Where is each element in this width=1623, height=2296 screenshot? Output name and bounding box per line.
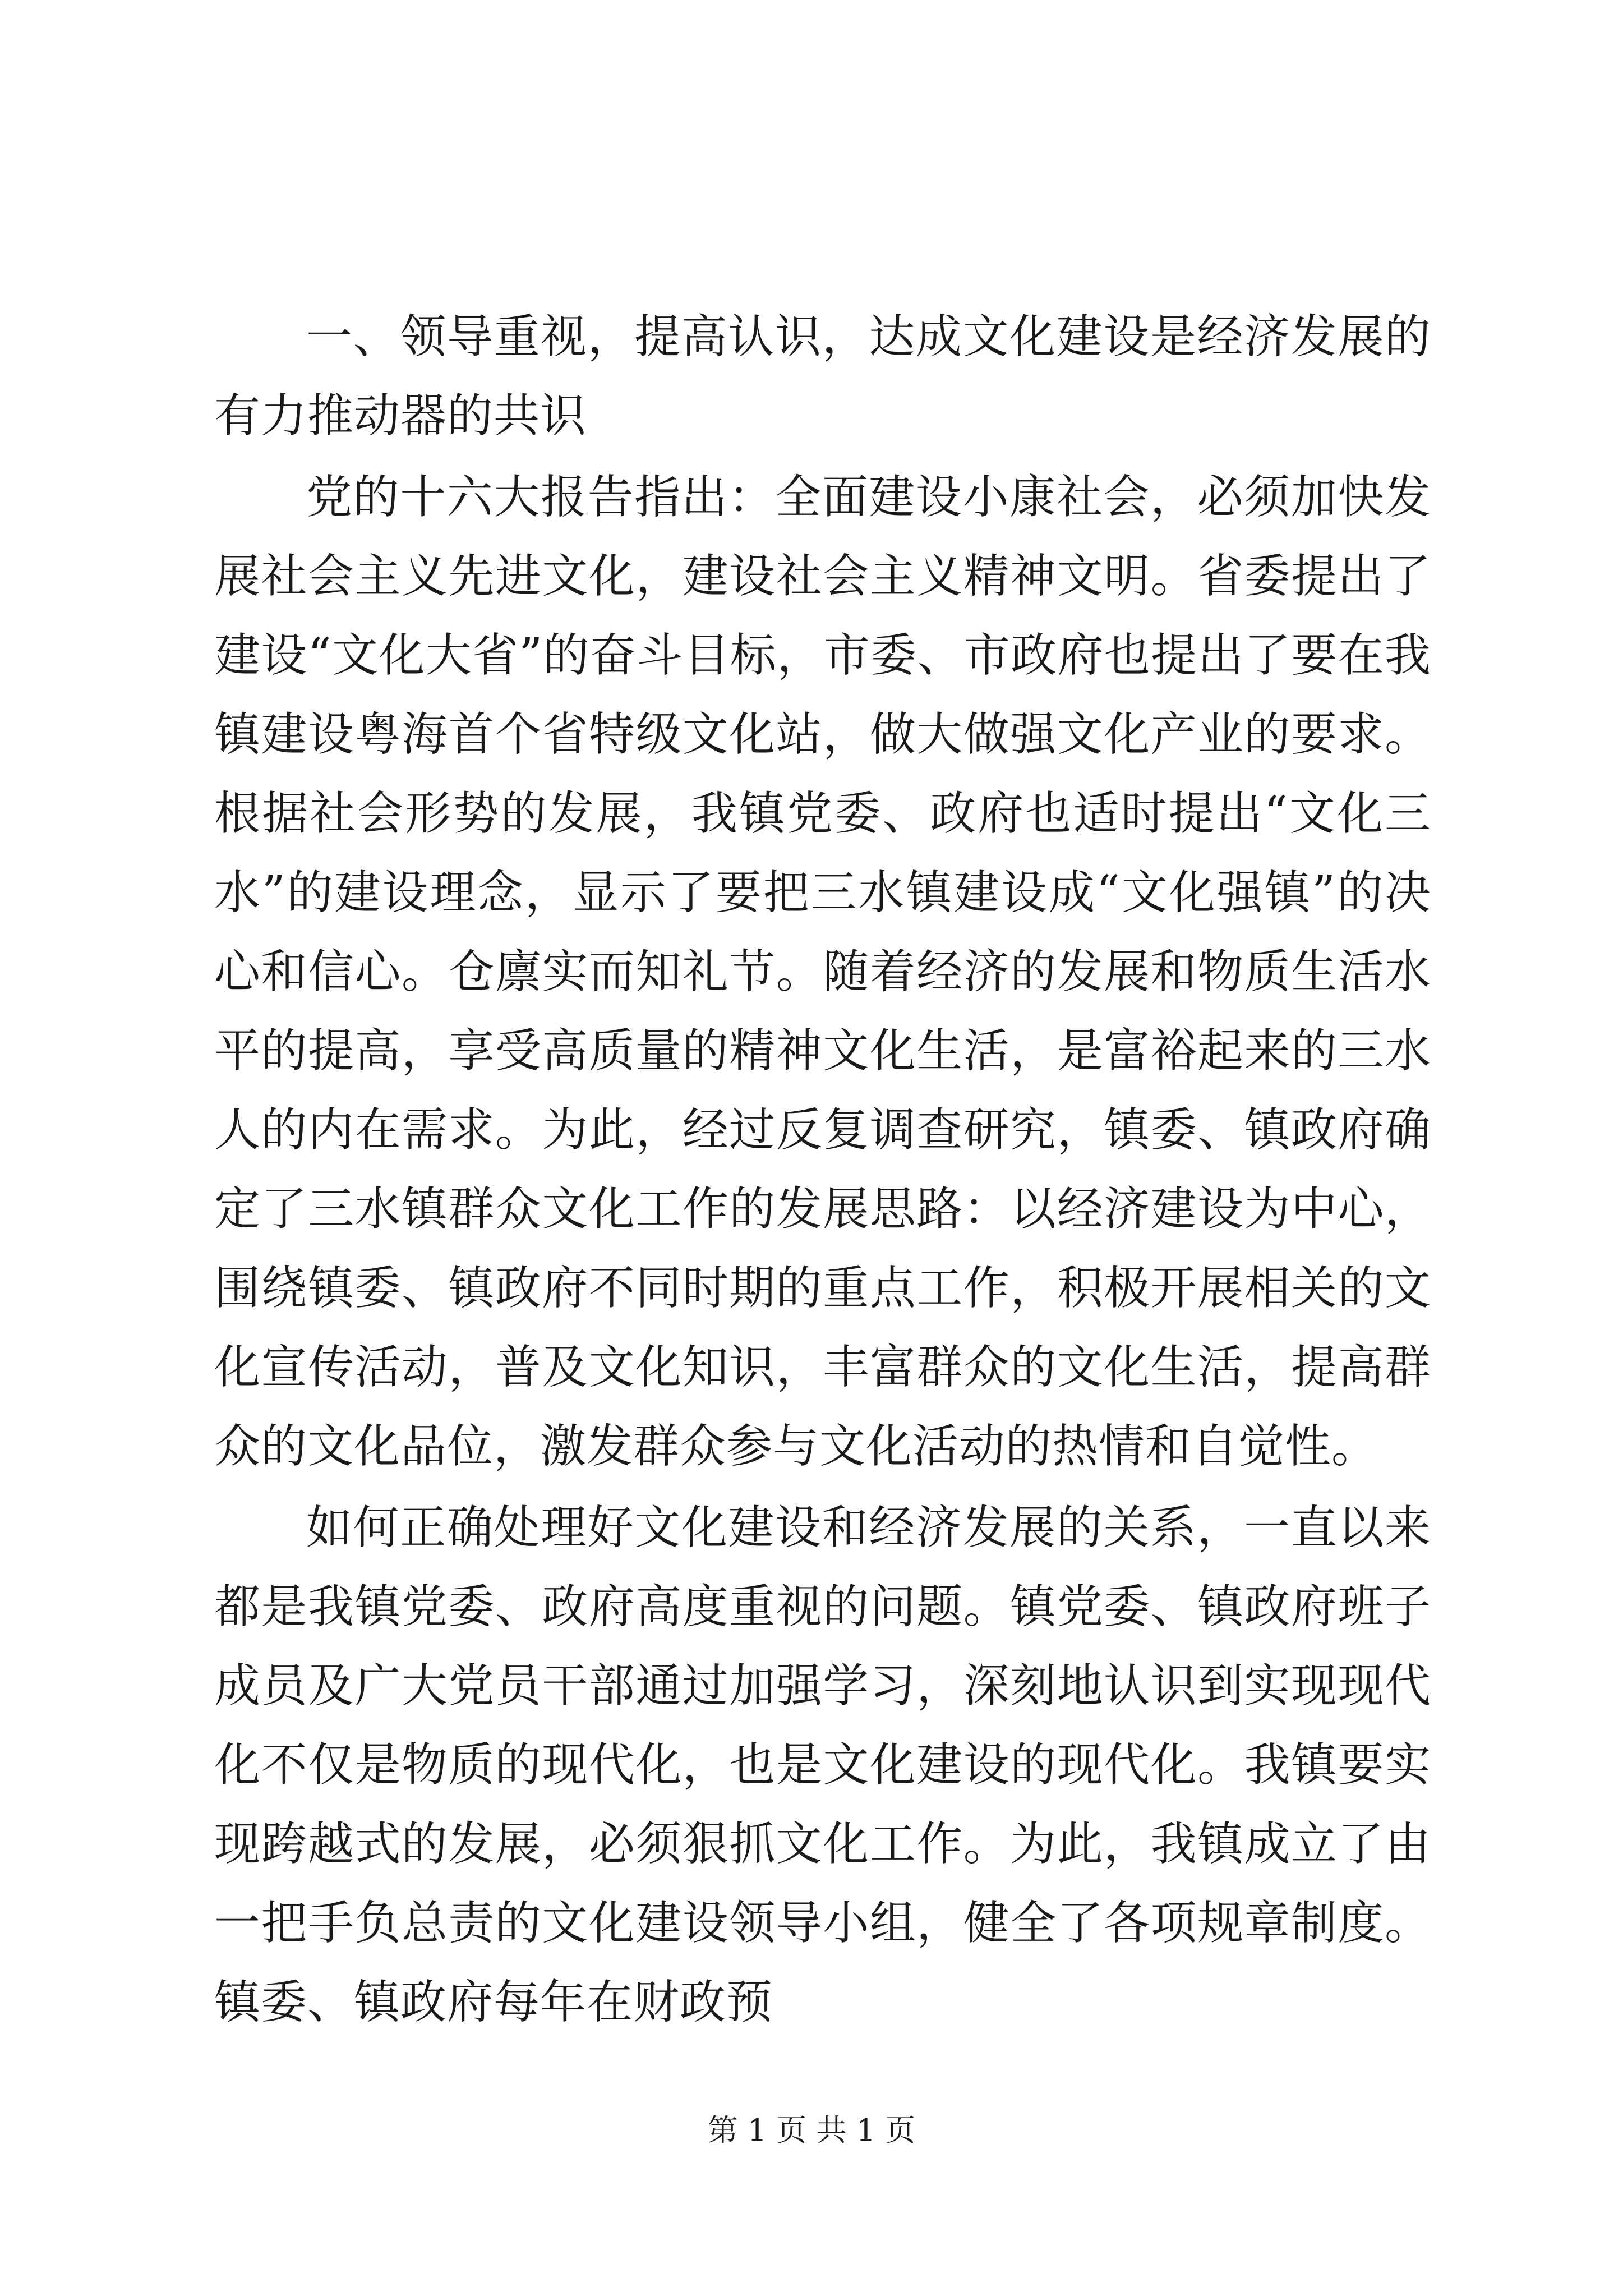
page-footer: 第 1 页 共 1 页 bbox=[707, 2113, 916, 2148]
body-paragraph-2: 如何正确处理好文化建设和经济发展的关系，一直以来都是我镇党委、政府高度重视的问题。镇党委、镇政府班子成员及广大党员干部通过加强学习，深刻地认识到实现现代化不仅是物质的现代化，也是文化建设的现代化。我镇要实现跨越式的发展，必须狠抓文化工作。为此，我镇成立了由一把手负总责的文化建设领导小组，健全了各项规章制度。镇委、镇政府每年在财政预 bbox=[214, 1501, 1431, 2029]
document-body bbox=[214, 297, 1431, 2042]
section-heading: 一、领导重视，提高认识，达成文化建设是经济发展的有力推动器的共识 bbox=[214, 310, 1431, 443]
body-paragraph-1: 党的十六大报告指出：全面建设小康社会，必须加快发展社会主义先进文化，建设社会主义精神文明。省委提出了建设“文化大省”的奋斗目标，市委、市政府也提出了要在我镇建设粤海首个省特级文化站，做大做强文化产业的要求。根据社会形势的发展，我镇党委、政府也适时提出“文化三水”的建设理念，显示了要把三水镇建设成“文化强镇”的决心和信心。仓廪实而知礼节。随着经济的发展和物质生活水平的提高，享受高质量的精神文化生活，是富裕起来的三水人的内在需求。为此，经过反复调查研究，镇委、镇政府确定了三水镇群众文化工作的发展思路：以经济建设为中心，围绕镇委、镇政府不同时期的重点工作，积极开展相关的文化宣传活动，普及文化知识，丰富群众的文化生活，提高群众的文化品位，激发群众参与文化活动的热情和自觉性。 bbox=[214, 471, 1431, 1473]
